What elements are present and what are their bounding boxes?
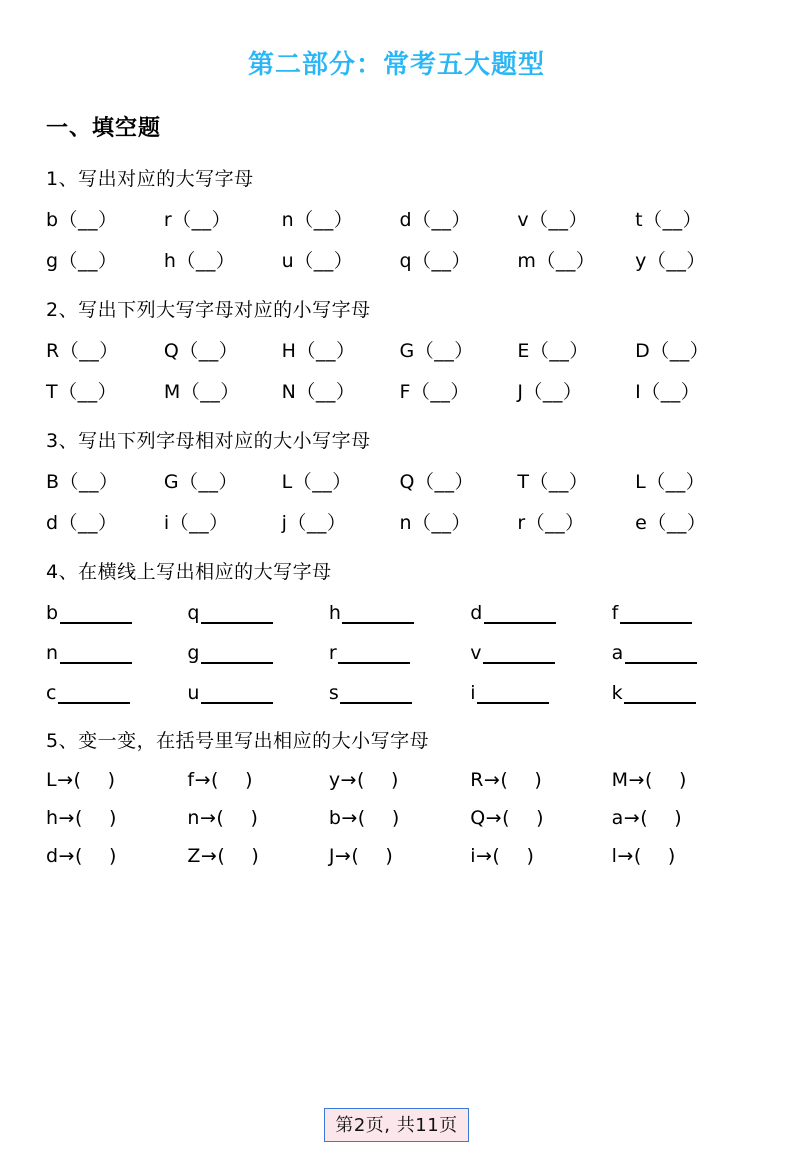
blank-item[interactable]: l→( ) xyxy=(611,845,676,867)
blank-item[interactable]: G（__） xyxy=(163,471,239,493)
blank-item[interactable]: d（__） xyxy=(46,512,118,534)
blank-item[interactable]: M（__） xyxy=(163,381,240,403)
question-2-row-2 xyxy=(46,377,753,404)
question-5-row-2 xyxy=(46,807,753,829)
answer-blank-line[interactable] xyxy=(58,688,130,704)
blank-item[interactable] xyxy=(470,642,611,664)
blank-item[interactable] xyxy=(329,682,470,704)
blank-item[interactable]: R（__） xyxy=(46,340,119,362)
letter-label: n xyxy=(46,642,59,664)
question-4-row-1 xyxy=(46,602,753,624)
letter-label: v xyxy=(470,642,482,664)
blank-item[interactable]: Z→( ) xyxy=(187,845,260,867)
answer-blank-line[interactable] xyxy=(201,648,273,664)
answer-blank-line[interactable] xyxy=(338,648,410,664)
letter-label: g xyxy=(187,642,200,664)
page-title: 第二部分：常考五大题型 xyxy=(247,50,545,80)
blank-item[interactable] xyxy=(470,602,611,624)
question-5-row-3 xyxy=(46,845,753,867)
blank-item[interactable]: f→( ) xyxy=(187,769,253,791)
blank-item[interactable] xyxy=(329,642,470,664)
question-5-row-1 xyxy=(46,769,753,791)
question-2-prompt: 2、写出下列大写字母对应的小写字母 xyxy=(46,299,371,321)
letter-label: c xyxy=(46,682,57,704)
answer-blank-line[interactable] xyxy=(483,648,555,664)
letter-label: s xyxy=(328,682,340,704)
blank-item[interactable]: t（__） xyxy=(635,209,703,231)
blank-item[interactable] xyxy=(187,602,328,624)
answer-blank-line[interactable] xyxy=(60,648,132,664)
blank-item[interactable]: T（__） xyxy=(46,381,118,403)
blank-item[interactable]: j（__） xyxy=(281,512,347,534)
letter-label: h xyxy=(328,602,342,624)
blank-item[interactable]: u（__） xyxy=(281,250,354,272)
blank-item[interactable] xyxy=(46,682,187,704)
letter-label: i xyxy=(470,682,476,704)
blank-item[interactable]: Q（__） xyxy=(399,471,474,493)
question-5-prompt: 5、变一变，在括号里写出相应的大小写字母 xyxy=(46,730,430,752)
question-3-row-2 xyxy=(46,508,753,535)
blank-item[interactable] xyxy=(612,602,753,624)
answer-blank-line[interactable] xyxy=(625,648,697,664)
letter-label: r xyxy=(328,642,338,664)
blank-item[interactable]: y（__） xyxy=(635,250,706,272)
blank-item[interactable]: F（__） xyxy=(399,381,470,403)
blank-item[interactable]: d→( ) xyxy=(46,845,117,867)
blank-item[interactable] xyxy=(329,602,470,624)
blank-item[interactable] xyxy=(612,682,753,704)
question-1-row-2 xyxy=(46,246,753,273)
blank-item[interactable]: G（__） xyxy=(399,340,474,362)
page-footer xyxy=(0,1108,793,1142)
blank-item[interactable]: q（__） xyxy=(399,250,472,272)
answer-blank-line[interactable] xyxy=(201,608,273,624)
blank-item[interactable] xyxy=(46,642,187,664)
blank-item[interactable] xyxy=(470,682,611,704)
blank-item[interactable]: n→( ) xyxy=(187,807,259,829)
answer-blank-line[interactable] xyxy=(624,688,696,704)
letter-label: b xyxy=(46,602,59,624)
blank-item[interactable]: L（__） xyxy=(635,471,706,493)
blank-item[interactable]: J→( ) xyxy=(328,845,394,867)
blank-item[interactable]: L（__） xyxy=(281,471,352,493)
letter-label: k xyxy=(611,682,624,704)
question-1-prompt: 1、写出对应的大写字母 xyxy=(46,168,254,190)
question-4-prompt: 4、在横线上写出相应的大写字母 xyxy=(46,561,332,583)
blank-item[interactable]: i（__） xyxy=(163,512,229,534)
blank-item[interactable]: m（__） xyxy=(517,250,596,272)
blank-item[interactable]: E（__） xyxy=(517,340,589,362)
blank-item[interactable]: y→( ) xyxy=(328,769,399,791)
answer-blank-line[interactable] xyxy=(477,688,549,704)
blank-item[interactable]: a→( ) xyxy=(611,807,683,829)
blank-item[interactable]: r（__） xyxy=(163,209,232,231)
answer-blank-line[interactable] xyxy=(60,608,132,624)
question-4-row-3 xyxy=(46,682,753,704)
blank-item[interactable]: g（__） xyxy=(46,250,118,272)
blank-item[interactable]: Q（__） xyxy=(163,340,239,362)
blank-item[interactable]: R→( ) xyxy=(470,769,543,791)
answer-blank-line[interactable] xyxy=(484,608,556,624)
blank-item[interactable] xyxy=(187,682,328,704)
blank-item[interactable]: B（__） xyxy=(46,471,119,493)
question-3-prompt: 3、写出下列字母相对应的大小写字母 xyxy=(46,430,371,452)
worksheet-page xyxy=(0,44,793,1166)
question-4-row-2 xyxy=(46,642,753,664)
blank-item[interactable]: v（__） xyxy=(517,209,589,231)
letter-label: u xyxy=(187,682,200,704)
answer-blank-line[interactable] xyxy=(201,688,273,704)
blank-item[interactable]: d（__） xyxy=(399,209,472,231)
blank-item[interactable]: D（__） xyxy=(635,340,710,362)
question-1-row-1 xyxy=(46,205,753,232)
answer-blank-line[interactable] xyxy=(620,608,692,624)
page-number-badge: 第2页, 共11页 xyxy=(324,1108,468,1142)
blank-item[interactable]: n（__） xyxy=(281,209,354,231)
blank-item[interactable]: I（__） xyxy=(635,381,701,403)
blank-item[interactable]: Q→( ) xyxy=(470,807,545,829)
blank-item[interactable]: h→( ) xyxy=(46,807,117,829)
blank-item[interactable]: b→( ) xyxy=(328,807,400,829)
blank-item[interactable]: T（__） xyxy=(517,471,589,493)
blank-item[interactable]: M→( ) xyxy=(611,769,687,791)
blank-item[interactable] xyxy=(187,642,328,664)
section-heading: 一、填空题 xyxy=(46,116,162,141)
letter-label: a xyxy=(611,642,624,664)
blank-item[interactable]: r（__） xyxy=(517,512,585,534)
blank-item[interactable]: h（__） xyxy=(163,250,236,272)
blank-item[interactable]: i→( ) xyxy=(470,845,535,867)
blank-item[interactable]: J（__） xyxy=(517,381,583,403)
letter-label: q xyxy=(187,602,200,624)
letter-label: f xyxy=(611,602,619,624)
blank-item[interactable]: n（__） xyxy=(399,512,472,534)
answer-blank-line[interactable] xyxy=(342,608,414,624)
question-2-row-1 xyxy=(46,336,753,363)
blank-item[interactable]: L→( ) xyxy=(46,769,116,791)
question-3-row-1 xyxy=(46,467,753,494)
blank-item[interactable]: b（__） xyxy=(46,209,118,231)
blank-item[interactable]: e（__） xyxy=(635,512,707,534)
blank-item[interactable] xyxy=(612,642,753,664)
answer-blank-line[interactable] xyxy=(340,688,412,704)
letter-label: d xyxy=(470,602,483,624)
blank-item[interactable] xyxy=(46,602,187,624)
blank-item[interactable]: H（__） xyxy=(281,340,356,362)
blank-item[interactable]: N（__） xyxy=(281,381,356,403)
